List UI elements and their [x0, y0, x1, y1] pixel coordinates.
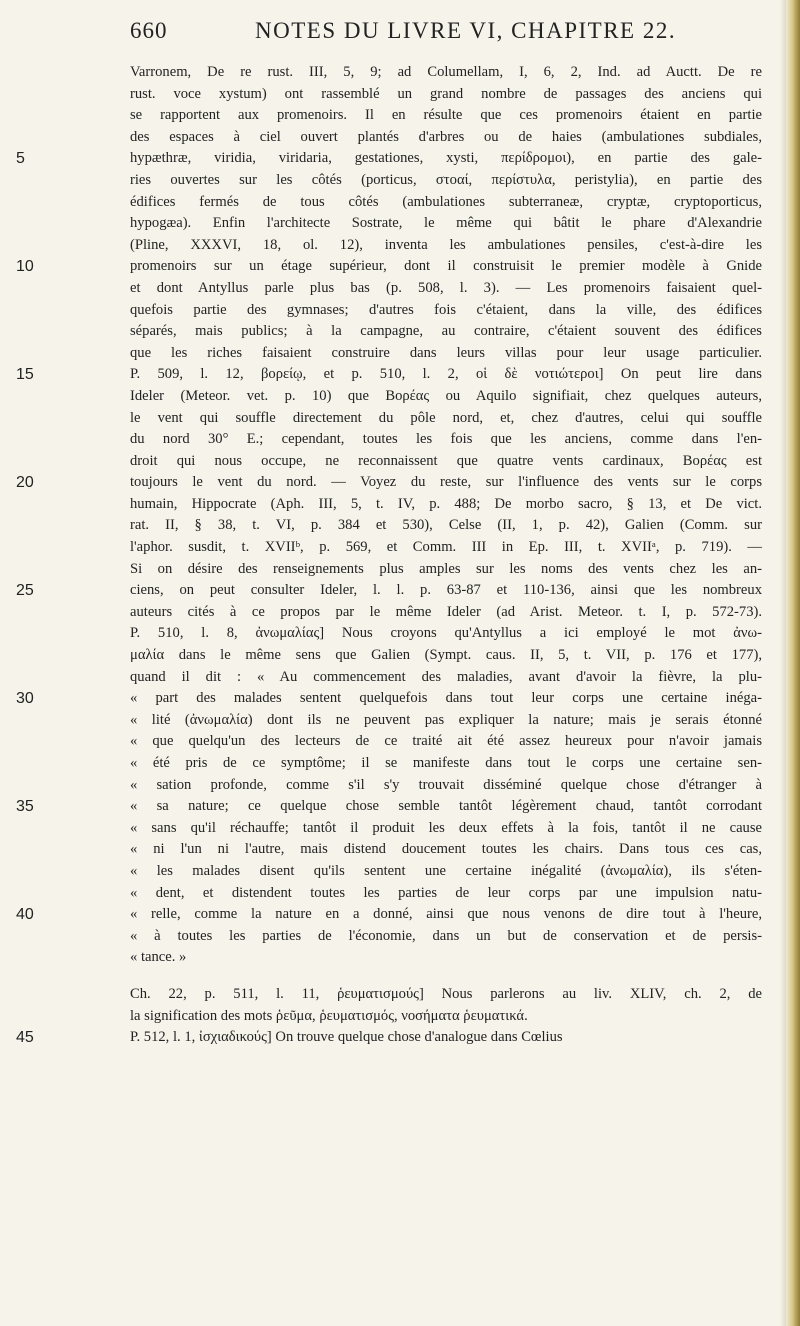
text-line	[130, 710, 762, 732]
text-line	[130, 343, 762, 365]
text-line	[130, 839, 762, 861]
line-text: « les malades disent qu'ils sentent une certaine inégalité (ἀνωμαλία), ils s'éten-	[130, 862, 762, 879]
text-line	[16, 1027, 762, 1049]
text-line	[130, 753, 762, 775]
text-line	[130, 775, 762, 797]
text-line	[130, 559, 762, 581]
text-line	[130, 321, 762, 343]
line-text: « dent, et distendent toutes les parties de leur corps par une impulsion natu-	[130, 884, 762, 901]
line-text: « sa nature; ce quelque chose semble tantôt légèrement chaud, tantôt corrodant	[130, 798, 762, 815]
line-text: P. 512, l. 1, ἰσχιαδικούς] On trouve quelque chose d'analogue dans Cœlius	[130, 1029, 563, 1046]
line-text: quand il dit : « Au commencement des maladies, avant d'avoir la fièvre, la plu-	[130, 668, 762, 685]
line-text: hypogæa). Enfin l'architecte Sostrate, le même qui bâtit le phare d'Alexandrie	[130, 215, 762, 232]
line-text: ciens, on peut consulter Ideler, l. l. p. 63-87 et 110-136, ainsi que les nombreux	[130, 582, 762, 599]
text-line	[16, 904, 762, 926]
line-number: 25	[16, 582, 34, 600]
line-text: édifices fermés de tous côtés (ambulationes subterraneæ, cryptæ, cryptoporticus,	[130, 193, 762, 210]
line-text: « à toutes les parties de l'économie, dans un but de conservation et de persis-	[130, 927, 762, 944]
text-line	[130, 213, 762, 235]
text-line	[130, 818, 762, 840]
line-number: 30	[16, 690, 34, 708]
line-text: toujours le vent du nord. — Voyez du reste, sur l'influence des vents sur le corps	[130, 474, 762, 491]
text-line	[130, 861, 762, 883]
text-line	[16, 148, 762, 170]
line-number: 20	[16, 474, 34, 492]
line-text: humain, Hippocrate (Aph. III, 5, t. IV, p. 488; De morbo sacro, § 13, et De vict.	[130, 495, 762, 512]
line-number: 40	[16, 906, 34, 924]
line-text: « ni l'un ni l'autre, mais distend doucement toutes les chairs. Dans tous ces cas,	[130, 841, 762, 858]
line-text: Ch. 22, p. 511, l. 11, ῥευματισμούς] Nous parlerons au liv. XLIV, ch. 2, de	[130, 985, 762, 1002]
line-text: et dont Antyllus parle plus bas (p. 508, l. 3). — Les promenoirs faisaient quel-	[130, 279, 762, 296]
text-line	[130, 127, 762, 149]
line-text: hypæthræ, viridia, viridaria, gestationes, xysti, περίδρομοι), en partie des gale-	[130, 150, 762, 167]
line-text: « tance. »	[130, 949, 187, 966]
line-text: se rapportent aux promenoirs. Il en résulte que ces promenoirs étaient en partie	[130, 107, 762, 124]
page-number: 660	[130, 18, 168, 43]
line-text: Varronem, De re rust. III, 5, 9; ad Columellam, I, 6, 2, Ind. ad Auctt. De re	[130, 64, 762, 80]
line-text: promenoirs sur un étage supérieur, dont il construisit le premier modèle à Gnide	[130, 258, 762, 275]
line-text: ries ouvertes sur les côtés (porticus, στοαί, περίστυλα, peristylia), en partie des	[130, 171, 762, 188]
line-text: « lité (ἀνωμαλία) dont ils ne peuvent pas expliquer la nature; mais je serais étonné	[130, 711, 762, 728]
text-line	[130, 105, 762, 127]
line-text: (Pline, XXXVI, 18, ol. 12), inventa les ambulationes pensiles, c'est-à-dire les	[130, 236, 762, 253]
page-edge	[786, 0, 800, 1326]
text-line	[16, 364, 762, 386]
text-line	[130, 731, 762, 753]
line-text: l'aphor. susdit, t. XVIIᵇ, p. 569, et Comm. III in Ep. III, t. XVIIᵃ, p. 719). —	[130, 539, 762, 556]
text-line	[130, 84, 762, 106]
text-line	[130, 494, 762, 516]
text-line	[130, 602, 762, 624]
text-line	[130, 451, 762, 473]
text-line	[130, 62, 762, 84]
text-line	[130, 984, 762, 1006]
text-line	[130, 235, 762, 257]
line-number: 45	[16, 1029, 34, 1047]
text-line	[130, 408, 762, 430]
text-line	[130, 300, 762, 322]
text-line	[130, 926, 762, 948]
line-text: la signification des mots ῥεῦμα, ῥευματισμός, νοσήματα ῥευματικά.	[130, 1007, 528, 1024]
line-number: 35	[16, 798, 34, 816]
line-text: Ideler (Meteor. vet. p. 10) que Βορέας ou Aquilo signifiait, chez quelques auteurs,	[130, 387, 762, 404]
line-text: rust. voce xystum) ont rassemblé un grand nombre de passages des anciens qui	[130, 85, 762, 102]
line-number: 15	[16, 366, 34, 384]
text-line	[130, 1006, 762, 1028]
paragraph-gap	[130, 969, 762, 984]
text-line	[130, 947, 762, 969]
line-text: du nord 30° E.; cependant, toutes les fois que les anciens, comme dans l'en-	[130, 431, 762, 448]
line-text: droit qui nous occupe, ne reconnaissent que quatre vents cardinaux, Βορέας est	[130, 452, 762, 469]
line-text: rat. II, § 38, t. VI, p. 384 et 530), Celse (II, 1, p. 42), Galien (Comm. sur	[130, 517, 762, 534]
line-text: « part des malades sentent quelquefois dans tout leur corps une certaine inéga-	[130, 690, 762, 707]
line-text: « sation profonde, comme s'il s'y trouvait disséminé quelque chose d'étranger à	[130, 776, 762, 793]
text-line	[130, 429, 762, 451]
line-text: que les riches faisaient construire dans leurs villas pour leur usage particulier.	[130, 344, 762, 361]
body-text	[16, 62, 762, 1049]
text-line	[130, 623, 762, 645]
line-text: P. 509, l. 12, βορείῳ, et p. 510, l. 2, οἱ δὲ νοτιώτεροι] On peut lire dans	[130, 366, 762, 383]
text-line	[16, 256, 762, 278]
text-line	[16, 688, 762, 710]
line-text: quefois partie des gymnases; d'autres fois c'étaient, dans la ville, des édifices	[130, 301, 762, 318]
line-text: « été pris de ce symptôme; il se manifeste dans tout le corps une certaine sen-	[130, 755, 762, 771]
line-text: « que quelqu'un des lecteurs de ce traité ait été assez heureux pour n'avoir jamais	[130, 733, 762, 750]
text-line	[130, 537, 762, 559]
text-line	[16, 796, 762, 818]
line-text: μαλία dans le même sens que Galien (Sympt. caus. II, 5, t. VII, p. 176 et 177),	[130, 647, 762, 664]
line-text: des espaces à ciel ouvert plantés d'arbres ou de haies (ambulationes subdiales,	[130, 128, 762, 145]
text-line	[130, 192, 762, 214]
text-line	[130, 645, 762, 667]
line-text: Si on désire des renseignements plus amples sur les noms des vents chez les an-	[130, 560, 762, 577]
text-line	[16, 472, 762, 494]
text-line	[130, 667, 762, 689]
text-line	[130, 515, 762, 537]
line-text: « sans qu'il réchauffe; tantôt il produit les deux effets à la fois, tantôt il ne cause	[130, 819, 762, 836]
line-text: auteurs cités à ce propos par le même Ideler (ad Arist. Meteor. t. I, p. 572-73).	[130, 603, 762, 620]
line-text: P. 510, l. 8, ἀνωμαλίας] Nous croyons qu'Antyllus a ici employé le mot ἀνω-	[130, 625, 762, 642]
line-number: 10	[16, 258, 34, 276]
text-line	[130, 278, 762, 300]
text-line	[130, 386, 762, 408]
running-title: NOTES DU LIVRE VI, CHAPITRE 22.	[255, 18, 677, 43]
line-text: séparés, mais publics; à la campagne, au contraire, c'étaient souvent des édifices	[130, 323, 762, 340]
text-line	[130, 170, 762, 192]
text-line	[16, 580, 762, 602]
page-header	[0, 18, 790, 48]
text-line	[130, 883, 762, 905]
line-text: le vent qui souffle directement du pôle nord, et, chez d'autres, celui qui souffle	[130, 409, 762, 426]
line-text: « relle, comme la nature en a donné, ainsi que nous venons de dire tout à l'heure,	[130, 906, 762, 923]
line-number: 5	[16, 150, 25, 168]
